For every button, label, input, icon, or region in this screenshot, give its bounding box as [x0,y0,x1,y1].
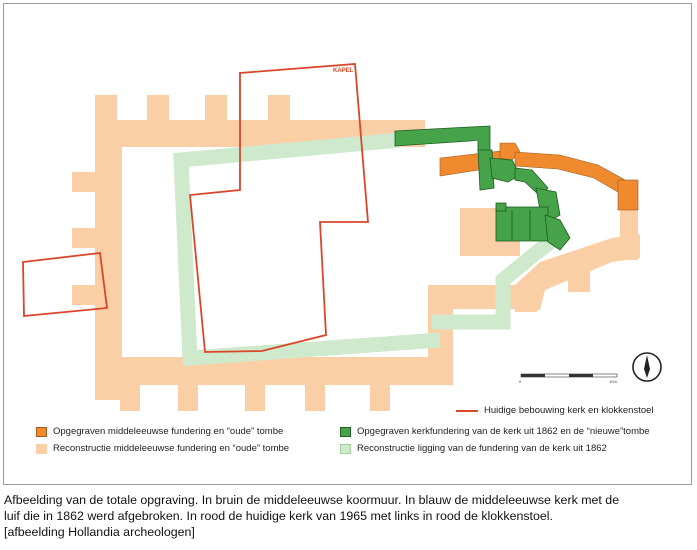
buttress [245,383,265,411]
buttress [205,95,227,122]
buttress [568,270,590,292]
scale-bar [519,374,617,384]
legend-red-line-label: Huidige bebouwing kerk en klokkenstoel [484,405,654,416]
legend-dark-green-label: Opgegraven kerkfundering van de kerk uit 1862 en de “nieuwe”tombe [357,426,650,437]
buttress [120,383,140,411]
legend-light-green-label: Reconstructie ligging van de fundering van de kerk uit 1862 [357,443,607,454]
bottom-wall [95,357,430,385]
buttress [72,228,97,248]
dark-green-swatch [340,427,351,437]
apse-wall [620,205,638,260]
north-arrow-icon [633,353,661,381]
legend-light-green [340,443,607,454]
buttress [305,383,325,411]
buttress [268,95,290,122]
buttress [95,95,117,122]
bell-tower-outline [23,253,107,316]
buttress [370,383,390,411]
red-line-swatch [456,410,478,412]
dark-orange-swatch [36,427,47,437]
scale-start: 0 [519,379,522,384]
label-kapel: KAPEL [333,68,354,74]
caption-line-3: [afbeelding Hollandia archeologen] [4,525,195,539]
legend-light-orange [36,443,289,454]
buttress [178,383,198,411]
buttress [72,172,97,192]
current-buildings [23,64,368,352]
legend-dark-orange [36,426,283,437]
legend-dark-green [340,426,650,437]
caption-line-2: luif die in 1862 werd afgebroken. In rood de huidige kerk van 1965 met links in rood de klokkenstoel. [4,509,553,523]
caption-line-1: Afbeelding van de totale opgraving. In bruin de middeleeuwse koormuur. In blauw de middeleeuwse kerk met de [4,493,620,507]
scale-end: 10m [609,379,617,384]
legend-red-line [456,405,654,416]
buttress [72,285,97,305]
buttress [147,95,169,122]
legend-dark-orange-label: Opgegraven middeleeuwse fundering en “oude” tombe [53,426,284,437]
figure-caption [4,492,694,540]
light-orange-swatch [36,444,47,454]
light-green-swatch [340,444,351,454]
legend-light-orange-label: Reconstructie middeleeuwse fundering en “oude” tombe [53,443,290,454]
buttress [515,290,537,312]
